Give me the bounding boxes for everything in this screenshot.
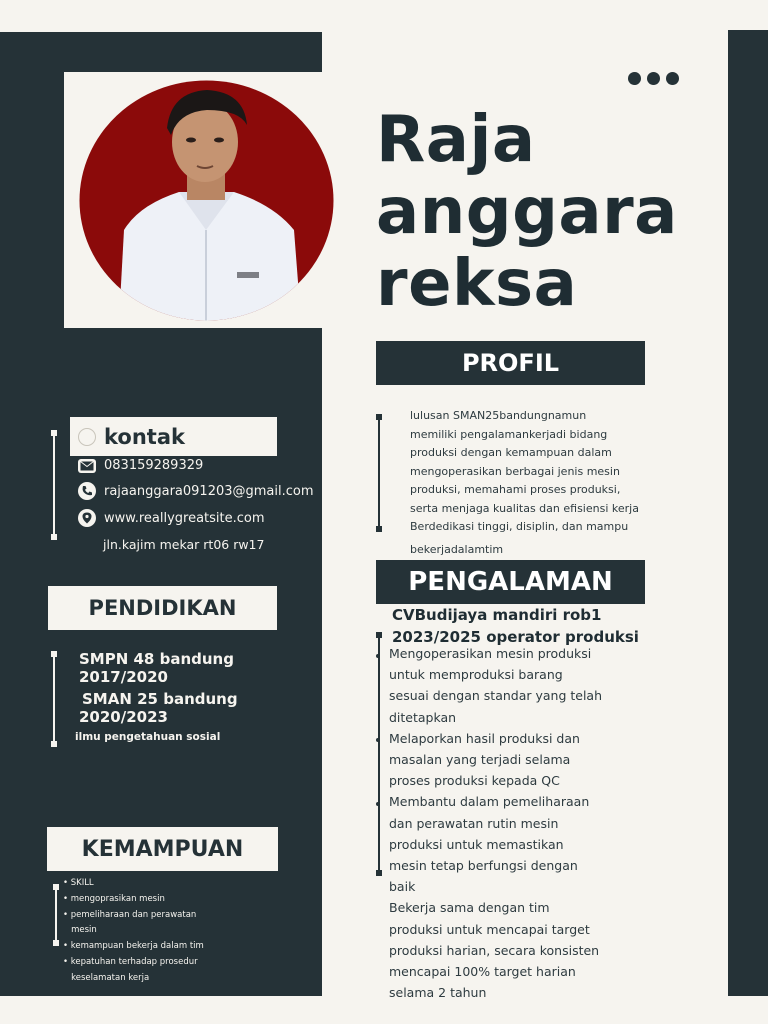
skill-item: • kepatuhan terhadap prosedur — [63, 956, 198, 967]
experience-line: mencapai 100% target harian — [389, 964, 576, 980]
experience-timeline — [378, 632, 380, 876]
experience-line: dan perawatan rutin mesin — [389, 815, 559, 831]
education-school-1: SMPN 48 bandung — [79, 650, 234, 668]
profil-timeline — [378, 414, 380, 532]
experience-period-role: 2023/2025 operator produksi — [392, 628, 639, 646]
experience-line: proses produksi kepada QC — [389, 773, 560, 789]
name-line-1: Raja — [376, 103, 536, 177]
experience-company: CVBudijaya mandiri rob1 — [392, 606, 602, 624]
skills-list — [63, 876, 204, 987]
experience-line: untuk memproduksi barang — [389, 667, 563, 683]
contact-phone-text: 083159289329 — [104, 458, 204, 473]
pendidikan-heading: PENDIDIKAN — [48, 586, 277, 630]
profil-line: Berdedikasi tinggi, disiplin, dan mampu — [410, 520, 629, 533]
education-years-2: 2020/2023 — [79, 708, 168, 726]
experience-line: produksi harian, secara konsisten — [389, 942, 600, 958]
pengalaman-heading: PENGALAMAN — [376, 560, 645, 604]
kemampuan-heading: KEMAMPUAN — [47, 827, 278, 871]
experience-line: mesin tetap berfungsi dengan — [389, 858, 578, 874]
name-line-3: reksa — [376, 247, 578, 321]
person-name — [376, 104, 678, 320]
experience-line: produksi untuk mencapai target — [389, 921, 590, 937]
right-accent-bar — [728, 30, 768, 996]
name-line-2: anggara — [376, 175, 678, 249]
experience-line: Melaporkan hasil produksi dan — [389, 730, 580, 746]
education-years-1: 2017/2020 — [79, 668, 168, 686]
contact-website — [78, 509, 265, 527]
contact-address: jln.kajim mekar rt06 rw17 — [103, 537, 265, 552]
pendidikan-timeline — [53, 651, 55, 747]
contact-email — [78, 482, 314, 500]
skill-item: • kemampuan bekerja dalam tim — [63, 941, 204, 952]
experience-line: selama 2 tahun — [389, 985, 487, 1001]
kemampuan-timeline — [55, 884, 57, 946]
education-school-2: SMAN 25 bandung — [82, 690, 238, 708]
profil-line: memiliki pengalamankerjadi bidang — [410, 427, 608, 441]
profil-line: lulusan SMAN25bandungnamun — [410, 409, 587, 422]
skill-item: keselamatan kerja — [71, 972, 150, 983]
location-pin-icon — [78, 509, 96, 527]
profil-line: produksi dengan kemampuan dalam — [410, 446, 612, 459]
profil-line: mengoperasikan berbagai jenis mesin — [410, 464, 620, 478]
experience-line: Mengoperasikan mesin produksi — [389, 646, 592, 661]
experience-line: masalan yang terjadi selama — [389, 752, 571, 768]
timeline-dot — [376, 802, 380, 806]
skill-item: mesin — [71, 925, 97, 936]
kontak-heading-label: kontak — [104, 424, 185, 449]
contact-phone — [78, 458, 203, 473]
experience-line: sesuai dengan standar yang telah — [389, 688, 603, 704]
experience-line: Membantu dalam pemeliharaan — [389, 794, 590, 810]
profil-heading: PROFIL — [376, 341, 645, 385]
timeline-dot — [376, 654, 380, 658]
kontak-timeline — [53, 430, 55, 540]
experience-line: Bekerja sama dengan tim — [389, 900, 550, 916]
logo-icon — [78, 428, 96, 446]
profil-line: produksi, memahami proses produksi, — [410, 483, 621, 496]
phone-icon — [78, 482, 96, 500]
experience-line: ditetapkan — [389, 709, 457, 725]
timeline-dot — [376, 738, 380, 742]
skill-item: • mengoprasikan mesin — [63, 893, 165, 904]
education-major: ilmu pengetahuan sosial — [75, 731, 221, 743]
kontak-heading — [70, 417, 277, 456]
profile-photo — [79, 80, 334, 321]
experience-description — [389, 643, 719, 1003]
skill-item: • pemeliharaan dan perawatan — [63, 909, 197, 920]
contact-website-text[interactable]: www.reallygreatsite.com — [104, 510, 265, 526]
skill-item: • SKILL — [63, 878, 94, 888]
profil-line: bekerjadalamtim — [410, 542, 504, 556]
experience-line: produksi untuk memastikan — [389, 836, 564, 852]
profil-line: serta menjaga kualitas dan efisiensi kerja — [410, 501, 639, 515]
envelope-icon — [78, 459, 96, 473]
menu-dots-icon — [628, 72, 679, 85]
experience-line: baik — [389, 879, 416, 895]
contact-email-text[interactable]: rajaanggara091203@gmail.com — [104, 483, 314, 499]
profil-text — [410, 407, 710, 559]
